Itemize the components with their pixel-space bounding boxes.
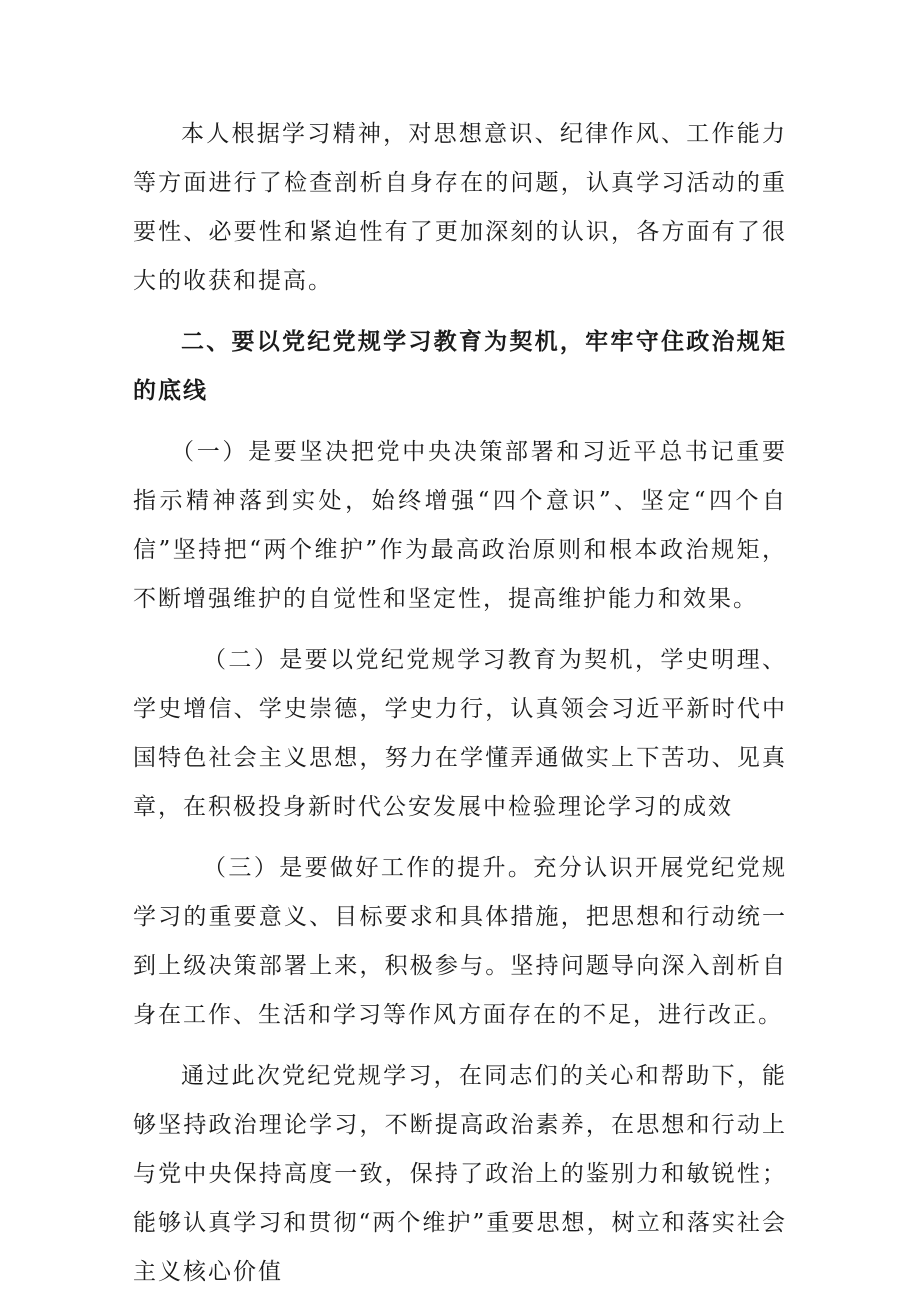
list-item-3: （三）是要做好工作的提升。充分认识开展党纪党规学习的重要意义、目标要求和具体措施，把思想和行动统一到上级决策部署上来，积极参与。坚持问题导向深入剖析自身在工作、生活和学习等作风方面存在的不足，进行改正。 (133, 855, 787, 1028)
document-body (133, 110, 787, 1309)
section-heading-2: 二、要以党纪党规学习教育为契机，牢牢守住政治规矩的底线 (133, 329, 787, 404)
list-item-1: （一）是要坚决把党中央决策部署和习近平总书记重要指示精神落到实处，始终增强“四个意识”、坚定“四个自信”坚持把“两个维护”作为最高政治原则和根本政治规矩，不断增强维护的自觉性和坚定性，提高维护能力和效果。 (133, 439, 787, 612)
paragraph-conclusion: 通过此次党纪党规学习，在同志们的关心和帮助下，能够坚持政治理论学习，不断提高政治素养，在思想和行动上与党中央保持高度一致，保持了政治上的鉴别力和敏锐性；能够认真学习和贯彻“两个维护”重要思想，树立和落实社会主义核心价值 (133, 1063, 787, 1285)
paragraph-intro: 本人根据学习精神，对思想意识、纪律作风、工作能力等方面进行了检查剖析自身存在的问题，认真学习活动的重要性、必要性和紧迫性有了更加深刻的认识，各方面有了很大的收获和提高。 (133, 121, 787, 294)
list-item-2: （二）是要以党纪党规学习教育为契机，学史明理、学史增信、学史崇德，学史力行，认真领会习近平新时代中国特色社会主义思想，努力在学懂弄通做实上下苦功、见真章，在积极投身新时代公安发展中检验理论学习的成效 (133, 647, 787, 820)
